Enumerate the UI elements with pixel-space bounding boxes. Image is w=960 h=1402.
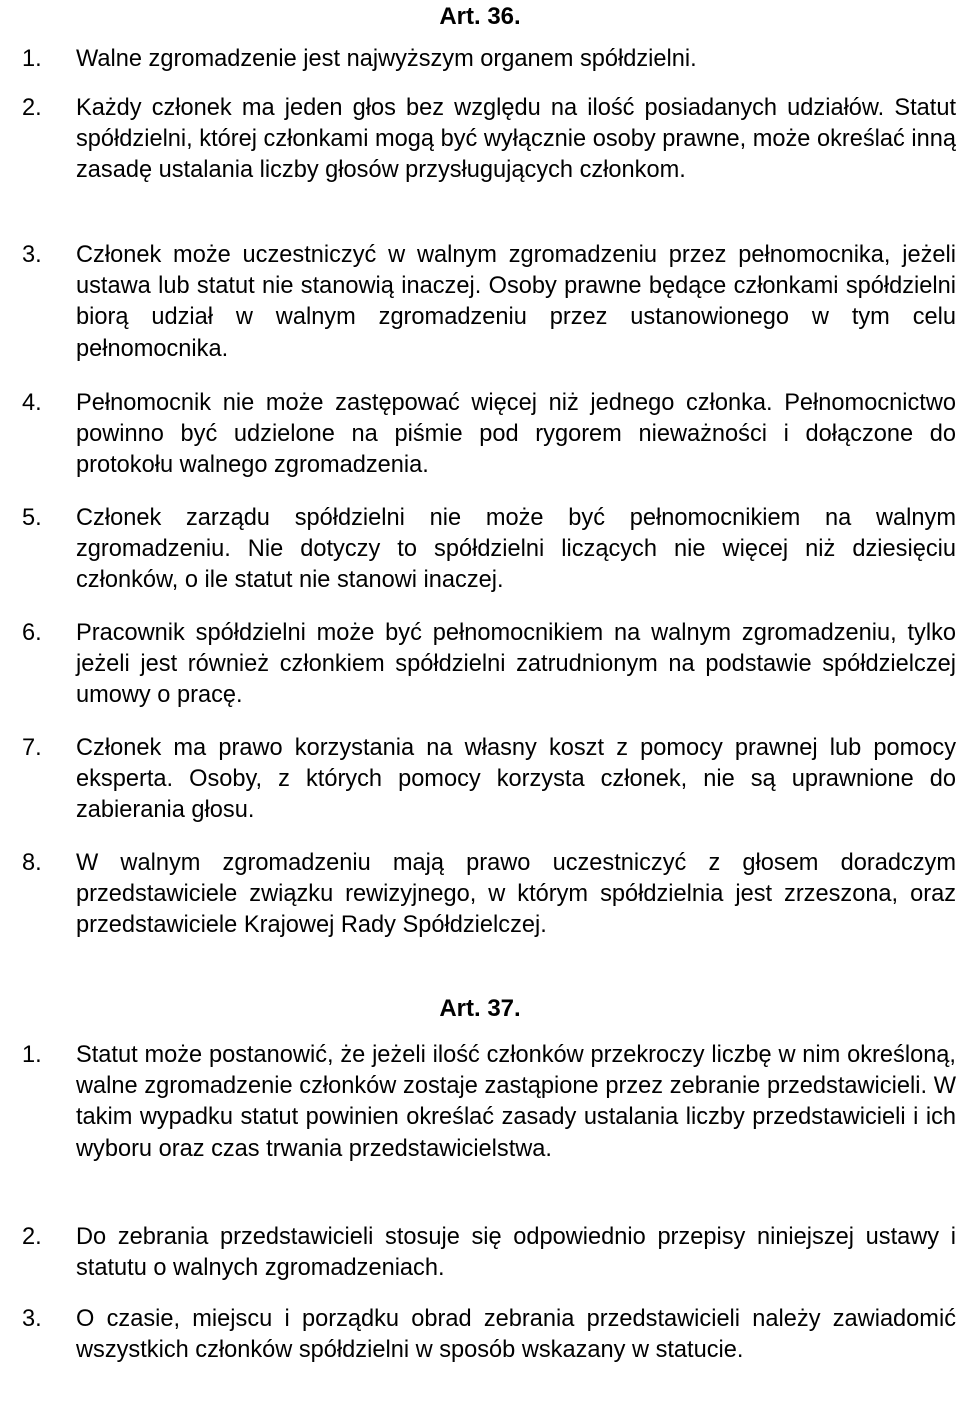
paragraph-number: 4. bbox=[22, 390, 42, 416]
paragraph-number: 3. bbox=[22, 1306, 42, 1332]
article-37-paragraph-2 bbox=[22, 1222, 956, 1284]
paragraph-number: 7. bbox=[22, 735, 42, 761]
paragraph-text: Walne zgromadzenie jest najwyższym organem spółdzielni. bbox=[76, 46, 697, 72]
paragraph-number: 1. bbox=[22, 46, 42, 72]
article-37-paragraph-1 bbox=[22, 1040, 956, 1165]
paragraph-text: Pełnomocnik nie może zastępować więcej niż jednego członka. Pełnomocnictwo powinno być udzielone na piśmie pod rygorem nieważności i dołączone do protokołu walnego zgromadzenia. bbox=[76, 390, 956, 479]
paragraph-number: 1. bbox=[22, 1042, 42, 1068]
paragraph-text: Członek zarządu spółdzielni nie może być pełnomocnikiem na walnym zgromadzeniu. Nie dotyczy to spółdzielni liczących nie więcej niż dziesięciu członków, o ile statut nie stanowi inaczej. bbox=[76, 505, 956, 594]
article-37-heading: Art. 37. bbox=[439, 995, 521, 1022]
paragraph-number: 8. bbox=[22, 850, 42, 876]
article-36-heading: Art. 36. bbox=[439, 3, 521, 30]
article-37-paragraph-3 bbox=[22, 1304, 956, 1366]
article-36-paragraph-4 bbox=[22, 388, 956, 482]
paragraph-text: Statut może postanowić, że jeżeli ilość członków przekroczy liczbę w nim określoną, walne zgromadzenie członków zostaje zastąpione przez zebranie przedstawicieli. W takim wypadku statut powinien określać zasady ustalania liczby przedstawicieli i ich wyboru oraz czas trwania przedstawicielstwa. bbox=[76, 1042, 956, 1162]
paragraph-number: 2. bbox=[22, 1224, 42, 1250]
paragraph-number: 2. bbox=[22, 95, 42, 121]
article-36-paragraph-7 bbox=[22, 733, 956, 827]
paragraph-text: Do zebrania przedstawicieli stosuje się odpowiednio przepisy niniejszej ustawy i statutu o walnych zgromadzeniach. bbox=[76, 1224, 956, 1282]
paragraph-text: Pracownik spółdzielni może być pełnomocnikiem na walnym zgromadzeniu, tylko jeżeli jest również członkiem spółdzielni zatrudnionym na podstawie spółdzielczej umowy o pracę. bbox=[76, 620, 956, 709]
article-36-paragraph-6 bbox=[22, 618, 956, 712]
paragraph-text: Każdy członek ma jeden głos bez względu na ilość posiadanych udziałów. Statut spółdzielni, której członkami mogą być wyłącznie osoby prawne, może określać inną zasadę ustalania liczby głosów przysługujących członkom. bbox=[76, 95, 956, 184]
paragraph-text: Członek ma prawo korzystania na własny koszt z pomocy prawnej lub pomocy eksperta. Osoby, z których pomocy korzysta członek, nie są uprawnione do zabierania głosu. bbox=[76, 735, 956, 824]
paragraph-text: Członek może uczestniczyć w walnym zgromadzeniu przez pełnomocnika, jeżeli ustawa lub statut nie stanowią inaczej. Osoby prawne będące członkami spółdzielni biorą udział w walnym zgromadzeniu przez ustanowionego w tym celu pełnomocnika. bbox=[76, 242, 956, 362]
paragraph-text: O czasie, miejscu i porządku obrad zebrania przedstawicieli należy zawiadomić wszystkich członków spółdzielni w sposób wskazany w statucie. bbox=[76, 1306, 956, 1364]
article-36-paragraph-8 bbox=[22, 848, 956, 942]
article-36-paragraph-3 bbox=[22, 240, 956, 365]
paragraph-text: W walnym zgromadzeniu mają prawo uczestniczyć z głosem doradczym przedstawiciele związku rewizyjnego, w którym spółdzielnia jest zrzeszona, oraz przedstawiciele Krajowej Rady Spółdzielczej. bbox=[76, 850, 956, 939]
article-36-paragraph-5 bbox=[22, 503, 956, 597]
paragraph-number: 6. bbox=[22, 620, 42, 646]
article-36-paragraph-2 bbox=[22, 93, 956, 187]
paragraph-number: 3. bbox=[22, 242, 42, 268]
paragraph-number: 5. bbox=[22, 505, 42, 531]
article-36-paragraph-1 bbox=[22, 44, 956, 75]
